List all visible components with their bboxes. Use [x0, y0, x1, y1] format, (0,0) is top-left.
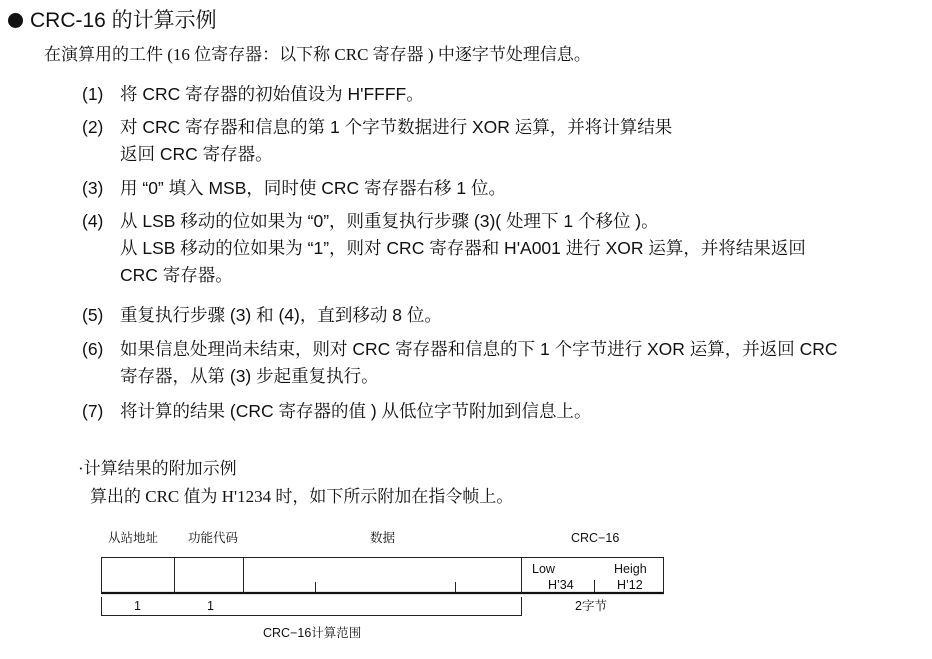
step-line: 用 “0” 填入 MSB，同时使 CRC 寄存器右移 1 位。: [120, 178, 506, 198]
crc-low-value: H’34: [548, 578, 574, 592]
slave-address-bytes: 1: [134, 599, 141, 613]
intro-paragraph: 在演算用的工件 (16 位寄存器：以下称 CRC 寄存器 ) 中逐字节处理信息。: [44, 45, 591, 64]
crc-bytes: 2字节: [575, 599, 607, 613]
step-number: (7): [82, 401, 104, 421]
title-text: CRC-16 的计算示例: [30, 9, 217, 32]
step-number: (3): [82, 178, 104, 198]
header-data: 数据: [370, 531, 396, 545]
step-line: 将 CRC 寄存器的初始值设为 H'FFFF。: [120, 84, 424, 104]
function-code-bytes: 1: [207, 599, 214, 613]
step-number: (5): [82, 305, 104, 325]
header-function-code: 功能代码: [188, 531, 239, 545]
step-line: 从 LSB 移动的位如果为 “0”，则重复执行步骤 (3)( 处理下 1 个移位 )。: [120, 211, 659, 231]
step-number: (4): [82, 211, 104, 231]
step-number: (1): [82, 84, 104, 104]
note-text: 算出的 CRC 值为 H'1234 时，如下所示附加在指令帧上。: [90, 487, 514, 506]
step-line: 返回 CRC 寄存器。: [120, 144, 273, 164]
step-number: (2): [82, 117, 104, 137]
step-line: 对 CRC 寄存器和信息的第 1 个字节数据进行 XOR 运算，并将计算结果: [120, 117, 673, 137]
header-crc16: CRC−16: [571, 531, 620, 545]
crc-high-value: H’12: [617, 578, 643, 592]
step-line: 将计算的结果 (CRC 寄存器的值 ) 从低位字节附加到信息上。: [120, 401, 592, 421]
crc-range-label: CRC−16计算范围: [263, 626, 362, 640]
step-line: 如果信息处理尚未结束，则对 CRC 寄存器和信息的下 1 个字节进行 XOR 运算，并返回 CRC: [120, 339, 838, 359]
note-title: ·计算结果的附加示例: [78, 459, 237, 478]
step-line: 从 LSB 移动的位如果为 “1”，则对 CRC 寄存器和 H'A001 进行 XOR 运算，并将结果返回: [120, 238, 806, 258]
step-line: 寄存器，从第 (3) 步起重复执行。: [120, 366, 379, 386]
step-line: CRC 寄存器。: [120, 265, 233, 285]
step-number: (6): [82, 339, 104, 359]
step-line: 重复执行步骤 (3) 和 (4)，直到移动 8 位。: [120, 305, 442, 325]
crc-high-label: Heigh: [614, 562, 647, 576]
crc-low-label: Low: [532, 562, 555, 576]
header-slave-address: 从站地址: [108, 531, 159, 545]
